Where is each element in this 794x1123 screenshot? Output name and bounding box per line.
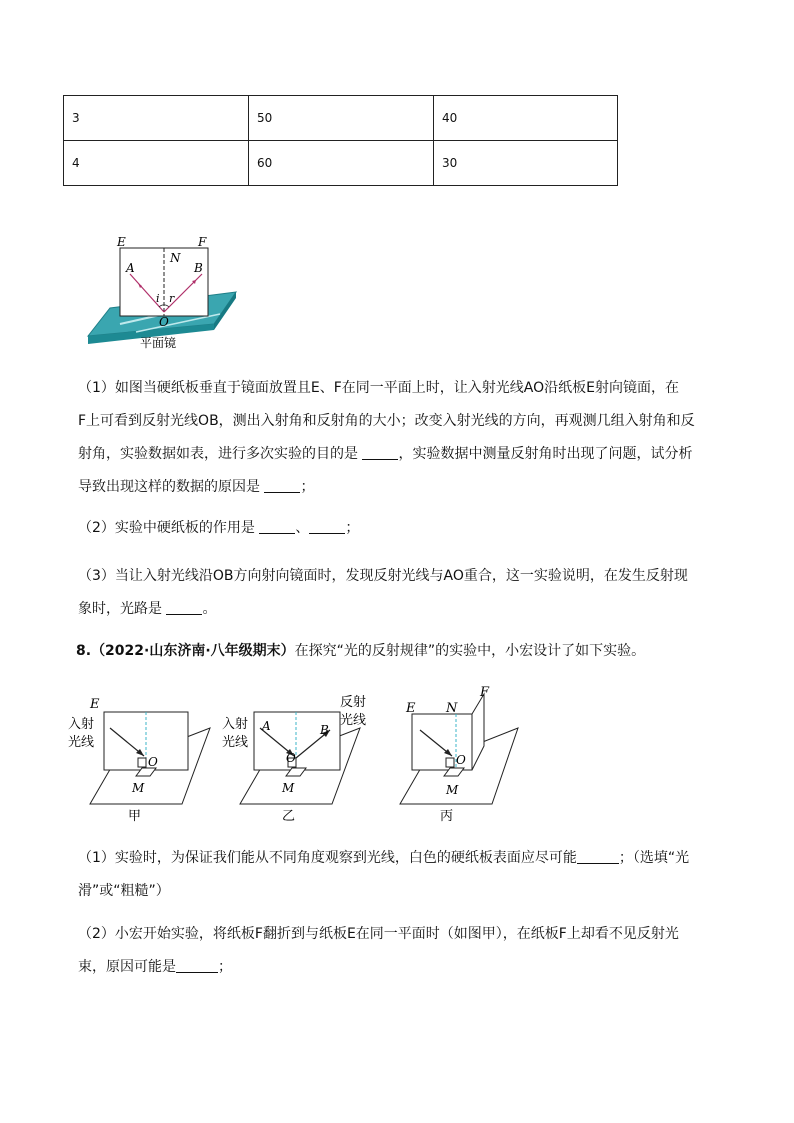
text-line [78,951,728,984]
label-O: O [159,315,169,329]
answer-blank[interactable] [309,519,345,534]
answer-blank[interactable] [259,519,295,534]
caption-jia: 甲 [128,809,142,824]
table-cell: 60 [249,141,434,186]
label-N: N [446,701,458,716]
caption-bing: 丙 [440,809,454,824]
label-O: O [148,755,158,769]
label-N: N [170,251,181,265]
label-B: B [194,261,203,275]
question-number: 8. [76,643,92,659]
table-row [64,141,618,186]
label-incident: 入射 [222,717,249,732]
label-O: O [286,751,296,765]
q7-part3 [78,560,728,626]
caption-yi: 乙 [282,809,296,824]
label-r: r [169,292,175,305]
label-B: B [320,723,329,737]
text-span: ； [300,479,315,495]
q8-part2 [78,918,728,984]
label-incident: 光线 [68,735,95,750]
text-span: 束，原因可能是 [78,959,176,975]
text-line: 滑”或“粗糙”） [78,883,170,899]
text-span: 射角，实验数据如表，进行多次实验的目的是 [78,446,363,462]
q7-part2 [78,512,728,545]
table-cell: 3 [64,96,249,141]
figure-yi [218,686,378,826]
label-reflected: 反射 [340,695,367,710]
question-stem: 在探究“光的反射规律”的实验中，小宏设计了如下实验。 [294,643,646,659]
text-span: 。 [202,601,217,617]
question-8-heading [76,640,645,660]
label-mirror: 平面镜 [140,336,177,350]
text-line: （1）如图当硬纸板垂直于镜面放置且E、F在同一平面上时，让入射光线AO沿纸板E射向镜面，在 [78,380,679,396]
answer-blank[interactable] [362,445,398,460]
label-A: A [126,261,135,275]
label-M: M [132,781,145,795]
label-incident: 入射 [68,717,95,732]
label-A: A [262,719,271,733]
text-line: （2）小宏开始实验，将纸板F翻折到与纸板E在同一平面时（如图甲），在纸板F上却看不见反射光 [78,926,679,942]
table-cell: 50 [249,96,434,141]
text-line: F上可看到反射光线OB，测出入射角和反射角的大小；改变入射光线的方向，再观测几组入射角和反 [78,413,695,429]
text-span: ，实验数据中测量反射角时出现了问题，试分析 [398,446,693,462]
label-incident: 光线 [222,735,249,750]
q8-part1 [78,842,728,908]
label-O: O [456,753,466,767]
label-E: E [117,235,126,249]
table-cell: 4 [64,141,249,186]
label-E: E [406,701,416,716]
text-span: ； [218,959,232,975]
table-cell: 40 [434,96,618,141]
text-line [78,593,728,626]
label-E: E [90,697,100,712]
text-span: （1）实验时，为保证我们能从不同角度观察到光线，白色的硬纸板表面应尽可能 [78,850,577,866]
text-line: （3）当让入射光线沿OB方向射向镜面时，发现反射光线与AO重合，这一实验说明，在发生反射现 [78,568,688,584]
text-span: ；（选填“光 [618,850,690,866]
q7-part1 [78,372,728,504]
text-span: 象时，光路是 [78,601,167,617]
reflection-figure [80,232,240,354]
answer-blank[interactable] [264,478,300,493]
figure-bing [396,684,536,826]
text-line [78,842,728,875]
figure-jia [64,686,214,826]
text-span: 导致出现这样的数据的原因是 [78,479,265,495]
text-span: （2）实验中硬纸板的作用是 [78,520,260,536]
label-i: i [156,292,160,305]
table-cell: 30 [434,141,618,186]
answer-blank[interactable] [577,849,619,864]
label-F: F [198,235,207,249]
answer-blank[interactable] [176,958,218,973]
label-M: M [282,781,295,795]
text-span: 、 [295,520,310,536]
text-line [78,471,728,504]
question-source: （2022·山东济南·八年级期末） [91,643,295,659]
data-table [63,95,618,186]
label-M: M [446,783,459,797]
text-line [78,438,728,471]
table-row [64,96,618,141]
label-F: F [480,685,490,700]
answer-blank[interactable] [166,600,202,615]
label-reflected: 光线 [340,713,367,728]
text-span: ； [345,520,360,536]
